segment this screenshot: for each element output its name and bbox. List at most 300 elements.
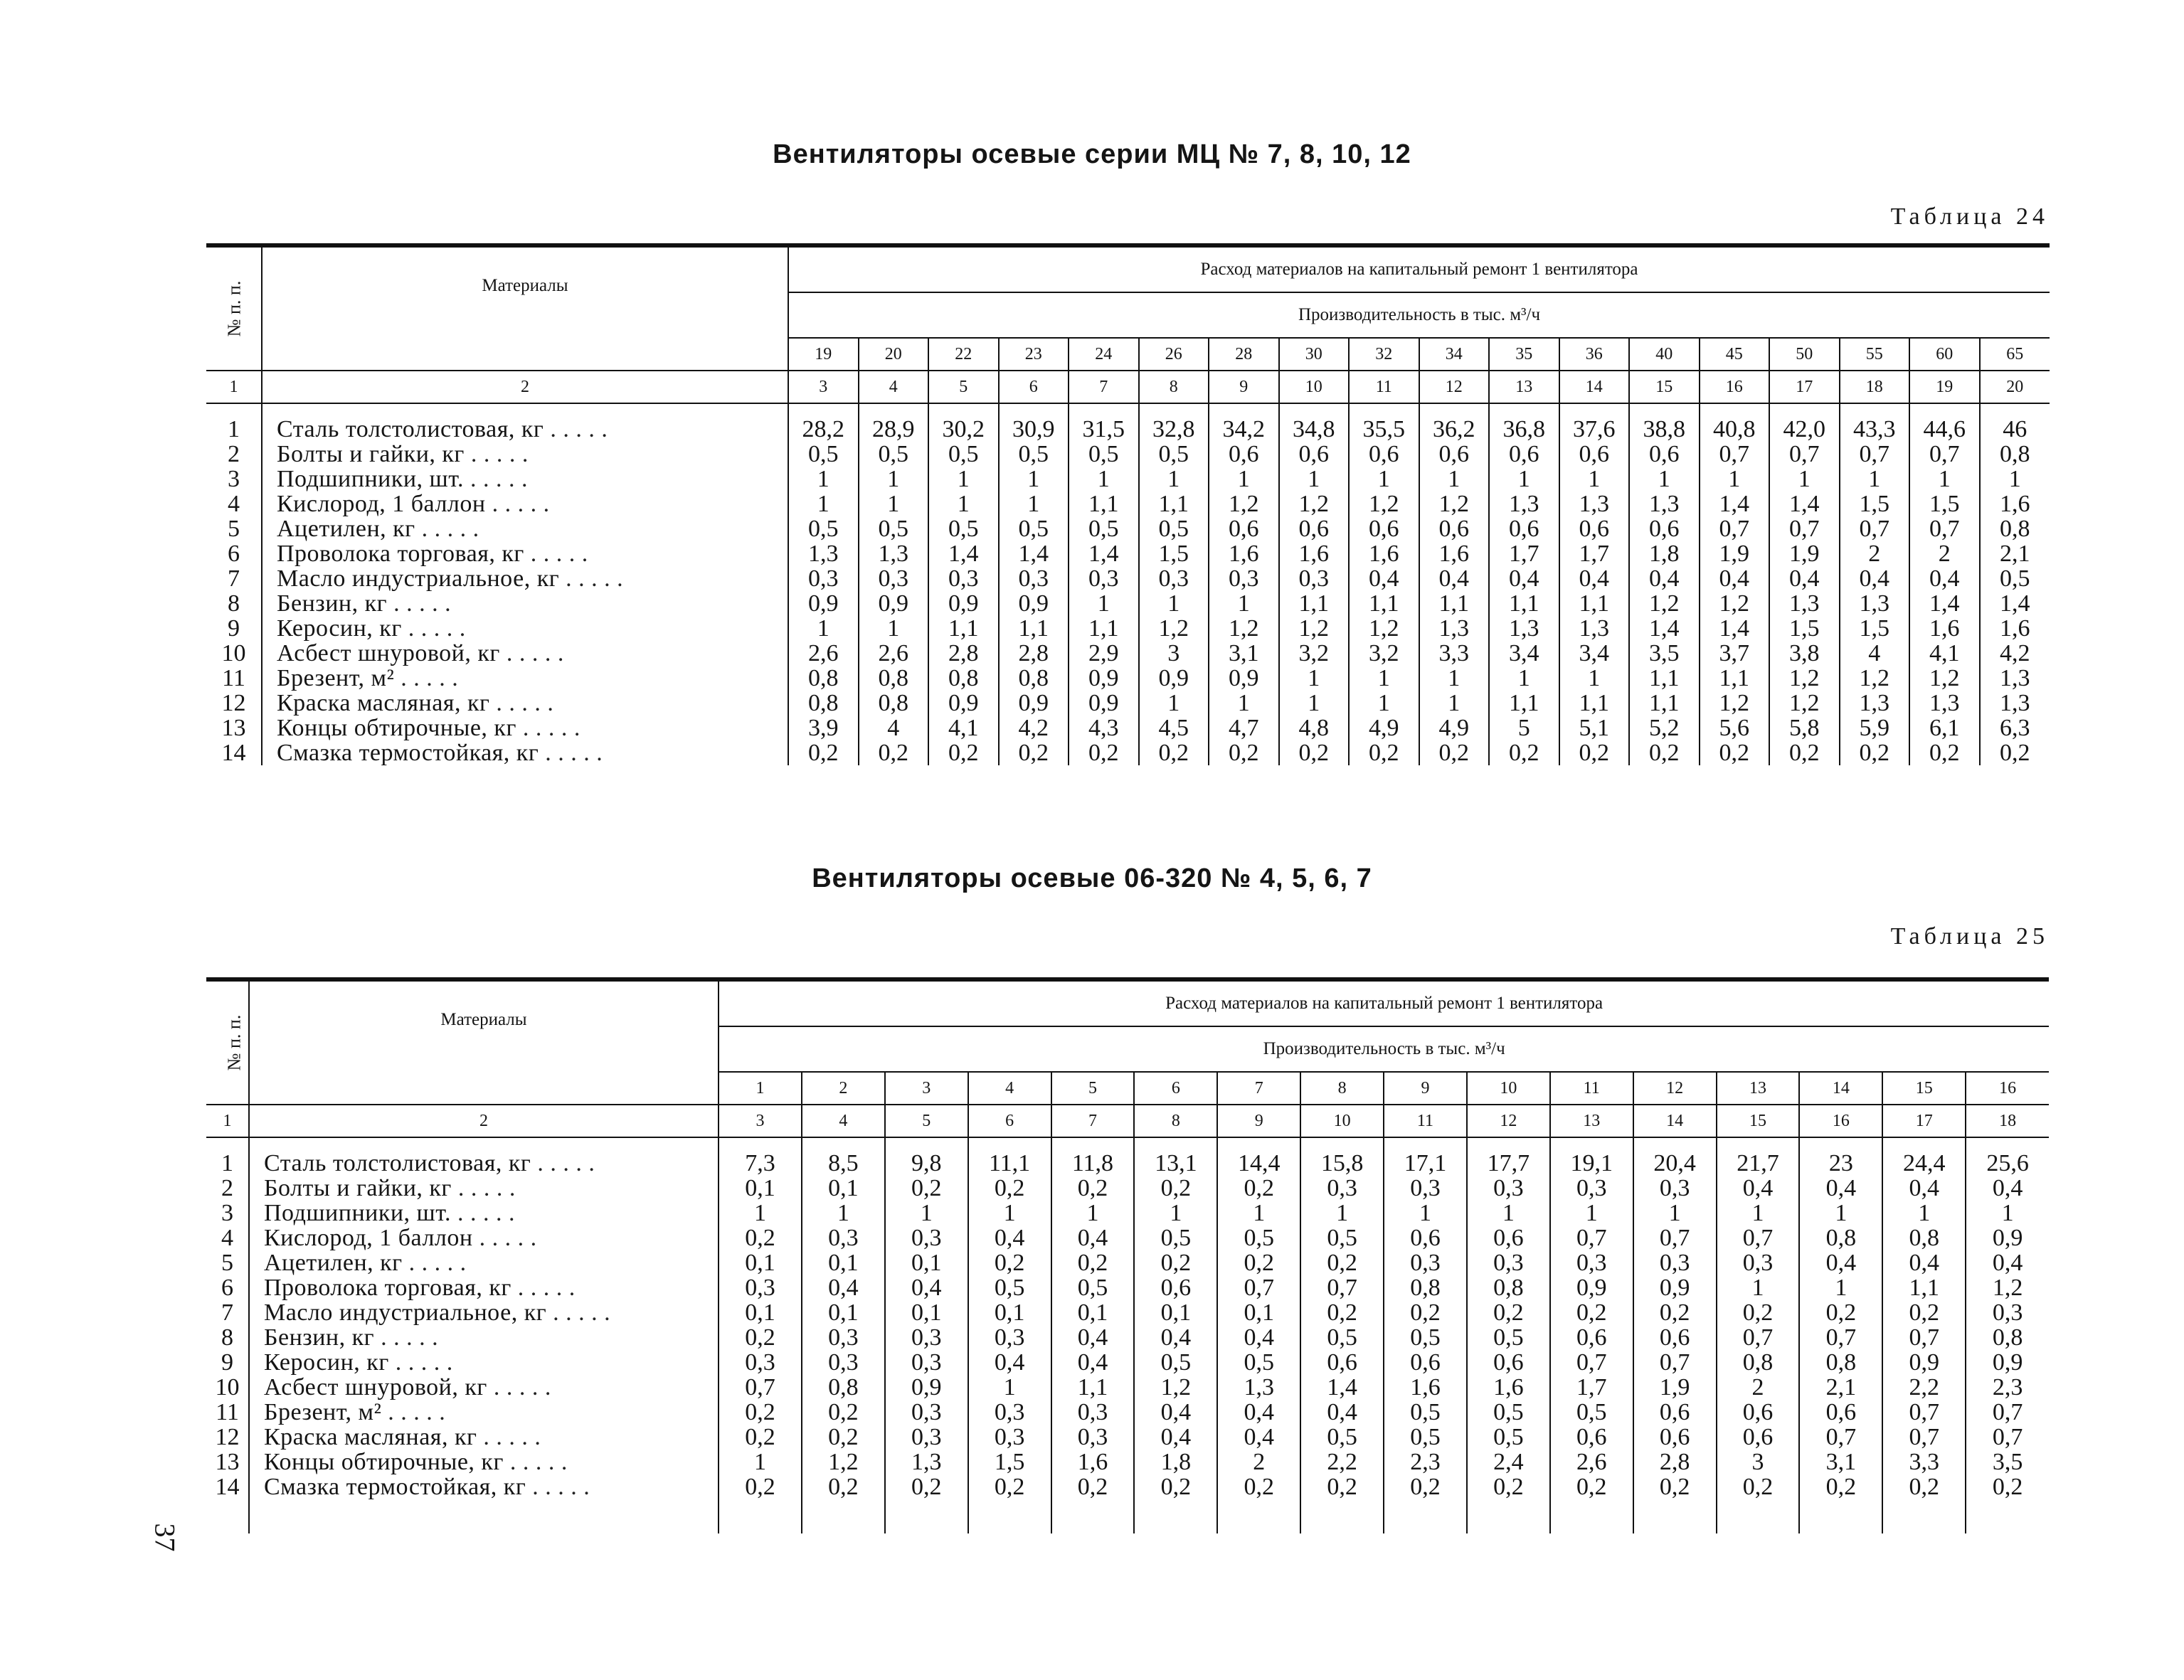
value-cell: 1,4: [1700, 616, 1770, 641]
table-row: [206, 716, 2050, 740]
value-cell: 5,6: [1700, 716, 1770, 740]
value-cell: 32,8: [1139, 417, 1209, 442]
row-number: 3: [206, 467, 262, 491]
value-cell: 0,2: [1700, 740, 1770, 765]
value-cell: 0,7: [1909, 442, 1980, 467]
value-cell: 1,6: [1209, 541, 1279, 566]
value-cell: 0,1: [719, 1300, 802, 1325]
value-cell: 0,5: [859, 516, 929, 541]
table-row: [206, 1300, 2049, 1325]
capacity-header: 22: [928, 338, 999, 371]
value-cell: 0,5: [1051, 1275, 1135, 1300]
value-cell: 3,3: [1419, 641, 1490, 666]
value-cell: 0,8: [2000, 441, 2030, 467]
value-cell: 6,1: [1909, 716, 1980, 740]
value-cell: 0,7: [1217, 1275, 1300, 1300]
group-header: Расход материалов на капитальный ремонт 1 вентилятора: [719, 979, 2049, 1026]
value-cell: 0,8: [1799, 1350, 1882, 1375]
value-cell: 0,5: [1384, 1325, 1467, 1350]
capacity-header: 10: [1467, 1072, 1550, 1105]
value-cell: 0,1: [1051, 1300, 1135, 1325]
value-cell: 0,1: [719, 1250, 802, 1275]
value-cell: 4,5: [1139, 716, 1209, 740]
value-cell: 2: [1840, 541, 1910, 566]
value-cell: 0,6: [1633, 1325, 1717, 1350]
column-number: 3: [719, 1105, 802, 1137]
value-cell: 0,3: [928, 566, 999, 591]
value-cell: 0,8: [859, 666, 929, 691]
value-cell: 1: [1840, 467, 1910, 491]
row-number: 5: [206, 1250, 249, 1275]
material-name: Масло индустриальное, кг . . . . .: [249, 1300, 719, 1325]
capacity-header: 16: [1966, 1072, 2049, 1105]
value-cell: 1,2: [802, 1450, 885, 1474]
value-cell: 0,6: [1349, 516, 1419, 541]
table-row: [206, 1275, 2049, 1300]
value-cell: 20,4: [1633, 1151, 1717, 1176]
value-cell: 0,6: [1799, 1400, 1882, 1425]
value-cell: 0,8: [2000, 516, 2030, 542]
value-cell: 0,4: [1909, 566, 1980, 591]
column-number: 3: [788, 371, 859, 403]
value-cell: 1,2: [1769, 666, 1840, 691]
value-cell: 0,2: [1992, 1474, 2023, 1500]
value-cell: 1: [1209, 591, 1279, 616]
value-cell: 1,2: [1139, 616, 1209, 641]
value-cell: 0,3: [1139, 566, 1209, 591]
value-cell: 0,3: [802, 1325, 885, 1350]
value-cell: 0,3: [885, 1226, 968, 1250]
capacity-header: 26: [1139, 338, 1209, 371]
value-cell: 0,4: [1799, 1176, 1882, 1201]
value-cell: 1: [1550, 1201, 1633, 1226]
value-cell: 0,2: [1633, 1300, 1717, 1325]
value-cell: 0,2: [1134, 1250, 1217, 1275]
value-cell: 2,2: [1882, 1375, 1966, 1400]
value-cell: 1,5: [1840, 491, 1910, 516]
row-number: 10: [206, 1375, 249, 1400]
value-cell: 0,4: [1717, 1176, 1800, 1201]
value-cell: 1,4: [1300, 1375, 1384, 1400]
table-row: [206, 1151, 2049, 1176]
value-cell: 1,4: [1629, 616, 1700, 641]
value-cell: 0,8: [928, 666, 999, 691]
material-name: Брезент, м² . . . . .: [249, 1400, 719, 1425]
row-number: 1: [206, 1151, 249, 1176]
subgroup-header: Производительность в тыс. м³/ч: [719, 1026, 2049, 1072]
row-number: 14: [206, 1474, 249, 1499]
value-cell: 0,2: [968, 1176, 1051, 1201]
table-row: [206, 591, 2050, 616]
value-cell: 1: [1069, 591, 1139, 616]
value-cell: 0,7: [1300, 1275, 1384, 1300]
value-cell: 0,2: [1300, 1300, 1384, 1325]
value-cell: 1,7: [1489, 541, 1559, 566]
value-cell: 1,2: [1419, 491, 1490, 516]
value-cell: 0,4: [1051, 1325, 1135, 1350]
value-cell: 0,9: [1209, 666, 1279, 691]
value-cell: 0,4: [1300, 1400, 1384, 1425]
value-cell: 0,4: [1559, 566, 1630, 591]
value-cell: 0,2: [1467, 1300, 1550, 1325]
value-cell: 0,2: [1300, 1250, 1384, 1275]
value-cell: 0,2: [1069, 740, 1139, 765]
value-cell: 0,5: [1069, 516, 1139, 541]
value-cell: 7,3: [719, 1151, 802, 1176]
value-cell: 1,3: [1769, 591, 1840, 616]
value-cell: 0,2: [1489, 740, 1559, 765]
value-cell: 2,1: [2000, 541, 2030, 567]
value-cell: 1: [1419, 691, 1490, 716]
value-cell: 34,2: [1209, 417, 1279, 442]
value-cell: 0,6: [1300, 1350, 1384, 1375]
value-cell: 0,9: [788, 591, 859, 616]
column-number: 14: [1633, 1105, 1717, 1137]
value-cell: 2,6: [1550, 1450, 1633, 1474]
value-cell: 1: [1559, 467, 1630, 491]
value-cell: 1,1: [1419, 591, 1490, 616]
row-number: 13: [206, 1450, 249, 1474]
value-cell: 1: [1489, 666, 1559, 691]
value-cell: 0,2: [1909, 740, 1980, 765]
value-cell: 0,2: [1139, 740, 1209, 765]
value-cell: 1,2: [1629, 591, 1700, 616]
value-cell: 0,2: [1467, 1474, 1550, 1499]
material-name: Краска масляная, кг . . . . .: [262, 691, 788, 716]
material-name: Ацетилен, кг . . . . .: [249, 1250, 719, 1275]
column-number: 7: [1051, 1105, 1135, 1137]
capacity-header: 7: [1217, 1072, 1300, 1105]
capacity-header: 35: [1489, 338, 1559, 371]
table-row: [206, 666, 2050, 691]
value-cell: 0,3: [885, 1425, 968, 1450]
value-cell: 0,3: [1384, 1176, 1467, 1201]
value-cell: 0,6: [1629, 516, 1700, 541]
value-cell: 1,2: [1279, 616, 1350, 641]
table-row: [206, 1226, 2049, 1250]
value-cell: 3,2: [1349, 641, 1419, 666]
value-cell: 1,5: [1139, 541, 1209, 566]
capacity-header: 15: [1882, 1072, 1966, 1105]
value-cell: 1,3: [1840, 691, 1910, 716]
column-number: 11: [1384, 1105, 1467, 1137]
value-cell: 1,2: [1134, 1375, 1217, 1400]
capacity-header: 28: [1209, 338, 1279, 371]
value-cell: 0,6: [1489, 442, 1559, 467]
value-cell: 3,4: [1489, 641, 1559, 666]
value-cell: 1,3: [1559, 491, 1630, 516]
value-cell: 1,1: [999, 616, 1069, 641]
value-cell: 1,3: [859, 541, 929, 566]
value-cell: 0,8: [859, 691, 929, 716]
capacity-header: 50: [1769, 338, 1840, 371]
value-cell: 1: [1139, 591, 1209, 616]
value-cell: 1: [1799, 1275, 1882, 1300]
column-number: 4: [802, 1105, 885, 1137]
value-cell: 0,4: [1217, 1425, 1300, 1450]
value-cell: 2,8: [1633, 1450, 1717, 1474]
value-cell: 0,2: [1300, 1474, 1384, 1499]
value-cell: 0,3: [802, 1350, 885, 1375]
value-cell: 0,2: [719, 1425, 802, 1450]
value-cell: 0,5: [1384, 1400, 1467, 1425]
value-cell: 0,2: [928, 740, 999, 765]
value-cell: 0,4: [1840, 566, 1910, 591]
value-cell: 0,4: [1769, 566, 1840, 591]
capacity-header: 45: [1700, 338, 1770, 371]
value-cell: 0,1: [1134, 1300, 1217, 1325]
value-cell: 0,3: [859, 566, 929, 591]
value-cell: 0,7: [1633, 1226, 1717, 1250]
table-row: [206, 566, 2050, 591]
value-cell: 1: [1217, 1201, 1300, 1226]
value-cell: 1,2: [1840, 666, 1910, 691]
value-cell: 0,5: [1134, 1350, 1217, 1375]
value-cell: 0,4: [1992, 1175, 2023, 1201]
value-cell: 0,2: [1217, 1474, 1300, 1499]
value-cell: 0,4: [1051, 1226, 1135, 1250]
table-25-label: Таблица 25: [1890, 923, 2049, 950]
value-cell: 1,2: [1279, 491, 1350, 516]
table-row: [206, 1250, 2049, 1275]
material-name: Смазка термостойкая, кг . . . . .: [249, 1474, 719, 1499]
value-cell: 1,3: [1217, 1375, 1300, 1400]
value-cell: 0,7: [1799, 1325, 1882, 1350]
column-number: 6: [999, 371, 1069, 403]
value-cell: 1: [2008, 466, 2021, 492]
value-cell: 4,9: [1349, 716, 1419, 740]
value-cell: 0,7: [1700, 442, 1770, 467]
value-cell: 1: [1909, 467, 1980, 491]
value-cell: 0,7: [1550, 1226, 1633, 1250]
table-24: [206, 243, 2050, 765]
value-cell: 0,4: [1700, 566, 1770, 591]
value-cell: 0,3: [999, 566, 1069, 591]
row-number: 9: [206, 1350, 249, 1375]
value-cell: 0,1: [968, 1300, 1051, 1325]
value-cell: 0,6: [1419, 516, 1490, 541]
column-number: 4: [859, 371, 929, 403]
table-row: [206, 1176, 2049, 1201]
value-cell: 46: [2003, 416, 2027, 442]
material-name: Кислород, 1 баллон . . . . .: [262, 491, 788, 516]
value-cell: 0,2: [1217, 1176, 1300, 1201]
value-cell: 0,2: [968, 1250, 1051, 1275]
column-number: 1: [206, 1105, 249, 1137]
table-row: [206, 740, 2050, 765]
value-cell: 1: [1769, 467, 1840, 491]
value-cell: 0,3: [1550, 1250, 1633, 1275]
value-cell: 1: [1882, 1201, 1966, 1226]
value-cell: 1,6: [1909, 616, 1980, 641]
capacity-header: 20: [859, 338, 929, 371]
value-cell: 2,6: [788, 641, 859, 666]
capacity-header: 34: [1419, 338, 1490, 371]
value-cell: 0,5: [788, 516, 859, 541]
value-cell: 1,6: [1419, 541, 1490, 566]
value-cell: 0,1: [802, 1300, 885, 1325]
value-cell: 0,9: [1992, 1225, 2023, 1251]
value-cell: 3,8: [1769, 641, 1840, 666]
value-cell: 1,6: [1051, 1450, 1135, 1474]
value-cell: 0,9: [999, 591, 1069, 616]
value-cell: 0,6: [1279, 442, 1350, 467]
capacity-header: 2: [802, 1072, 885, 1105]
value-cell: 2,4: [1467, 1450, 1550, 1474]
table-row: [206, 541, 2050, 566]
value-cell: 1,6: [1467, 1375, 1550, 1400]
value-cell: 5,8: [1769, 716, 1840, 740]
value-cell: 0,4: [1134, 1400, 1217, 1425]
value-cell: 0,6: [1134, 1275, 1217, 1300]
value-cell: 0,4: [1134, 1325, 1217, 1350]
column-number: 1: [206, 371, 262, 403]
value-cell: 0,2: [1633, 1474, 1717, 1499]
value-cell: 0,6: [1467, 1226, 1550, 1250]
value-cell: 1: [1629, 467, 1700, 491]
value-cell: 0,5: [1139, 516, 1209, 541]
row-number: 1: [206, 417, 262, 442]
value-cell: 1: [859, 491, 929, 516]
value-cell: 1,4: [928, 541, 999, 566]
value-cell: 1,8: [1134, 1450, 1217, 1474]
value-cell: 0,1: [802, 1176, 885, 1201]
value-cell: 17,1: [1384, 1151, 1467, 1176]
value-cell: 0,2: [2000, 740, 2030, 766]
value-cell: 1: [788, 491, 859, 516]
value-cell: 0,9: [859, 591, 929, 616]
value-cell: 0,7: [1840, 516, 1910, 541]
value-cell: 1,1: [1139, 491, 1209, 516]
capacity-header: 19: [788, 338, 859, 371]
value-cell: 1,2: [1769, 691, 1840, 716]
row-number: 5: [206, 516, 262, 541]
value-cell: 44,6: [1909, 417, 1980, 442]
row-number: 6: [206, 1275, 249, 1300]
material-name: Ацетилен, кг . . . . .: [262, 516, 788, 541]
value-cell: 0,2: [1419, 740, 1490, 765]
table-row: [206, 442, 2050, 467]
value-cell: 1,6: [2000, 615, 2030, 642]
column-number: 19: [1909, 371, 1980, 403]
column-number: 5: [885, 1105, 968, 1137]
value-cell: 2,9: [1069, 641, 1139, 666]
value-cell: 5,9: [1840, 716, 1910, 740]
value-cell: 0,2: [1134, 1474, 1217, 1499]
value-cell: 5,1: [1559, 716, 1630, 740]
value-cell: 4,9: [1419, 716, 1490, 740]
value-cell: 0,7: [1909, 516, 1980, 541]
value-cell: 1: [1799, 1201, 1882, 1226]
row-number: 14: [206, 740, 262, 765]
value-cell: 0,5: [1384, 1425, 1467, 1450]
value-cell: 0,3: [968, 1400, 1051, 1425]
value-cell: 0,5: [1069, 442, 1139, 467]
value-cell: 3,3: [1882, 1450, 1966, 1474]
value-cell: 1,1: [1489, 591, 1559, 616]
value-cell: 0,4: [1051, 1350, 1135, 1375]
value-cell: 1: [999, 467, 1069, 491]
value-cell: 1: [1139, 691, 1209, 716]
value-cell: 1: [1559, 666, 1630, 691]
column-number: 15: [1717, 1105, 1800, 1137]
material-name: Масло индустриальное, кг . . . . .: [262, 566, 788, 591]
value-cell: 1: [999, 491, 1069, 516]
value-cell: 1: [719, 1201, 802, 1226]
capacity-header: 40: [1629, 338, 1700, 371]
value-cell: 0,6: [1629, 442, 1700, 467]
value-cell: 1: [885, 1201, 968, 1226]
column-number: 17: [1769, 371, 1840, 403]
table-row: [206, 491, 2050, 516]
value-cell: 0,5: [1134, 1226, 1217, 1250]
value-cell: 1: [859, 616, 929, 641]
col-materials-header: Материалы: [262, 245, 788, 371]
value-cell: 2,8: [999, 641, 1069, 666]
value-cell: 0,7: [1717, 1325, 1800, 1350]
value-cell: 0,2: [999, 740, 1069, 765]
capacity-header: 11: [1550, 1072, 1633, 1105]
value-cell: 4,2: [2000, 640, 2030, 666]
value-cell: 1,4: [2000, 590, 2030, 617]
value-cell: 0,4: [1992, 1250, 2023, 1276]
value-cell: 0,2: [1882, 1300, 1966, 1325]
value-cell: 0,8: [788, 666, 859, 691]
value-cell: 0,3: [1051, 1425, 1135, 1450]
page-number: 37: [149, 1523, 181, 1552]
value-cell: 36,2: [1419, 417, 1490, 442]
value-cell: 2: [1217, 1450, 1300, 1474]
value-cell: 0,1: [719, 1176, 802, 1201]
column-number: 18: [1966, 1105, 2049, 1137]
value-cell: 1: [1489, 467, 1559, 491]
value-cell: 0,2: [1717, 1300, 1800, 1325]
value-cell: 9,8: [885, 1151, 968, 1176]
value-cell: 42,0: [1769, 417, 1840, 442]
column-number: 5: [928, 371, 999, 403]
value-cell: 1,9: [1633, 1375, 1717, 1400]
value-cell: 1: [1209, 691, 1279, 716]
capacity-header: 4: [968, 1072, 1051, 1105]
value-cell: 6,3: [2000, 715, 2030, 741]
value-cell: 1,2: [1209, 616, 1279, 641]
value-cell: 0,5: [928, 442, 999, 467]
value-cell: 2,1: [1799, 1375, 1882, 1400]
value-cell: 0,2: [1349, 740, 1419, 765]
value-cell: 1,3: [1489, 491, 1559, 516]
value-cell: 3,7: [1700, 641, 1770, 666]
column-number: 6: [968, 1105, 1051, 1137]
value-cell: 0,4: [1134, 1425, 1217, 1450]
value-cell: 28,2: [788, 417, 859, 442]
table-25: [206, 977, 2049, 1533]
value-cell: 0,4: [1489, 566, 1559, 591]
row-number: 11: [206, 666, 262, 691]
value-cell: 0,2: [1217, 1250, 1300, 1275]
capacity-header: 60: [1909, 338, 1980, 371]
value-cell: 0,5: [788, 442, 859, 467]
value-cell: 0,2: [1882, 1474, 1966, 1499]
value-cell: 0,6: [1633, 1400, 1717, 1425]
material-name: Асбест шнуровой, кг . . . . .: [262, 641, 788, 666]
value-cell: 0,9: [1882, 1350, 1966, 1375]
value-cell: 0,3: [1633, 1250, 1717, 1275]
value-cell: 0,2: [1717, 1474, 1800, 1499]
material-name: Сталь толстолистовая, кг . . . . .: [262, 417, 788, 442]
capacity-header: 23: [999, 338, 1069, 371]
value-cell: 4,1: [1909, 641, 1980, 666]
value-cell: 1,4: [999, 541, 1069, 566]
